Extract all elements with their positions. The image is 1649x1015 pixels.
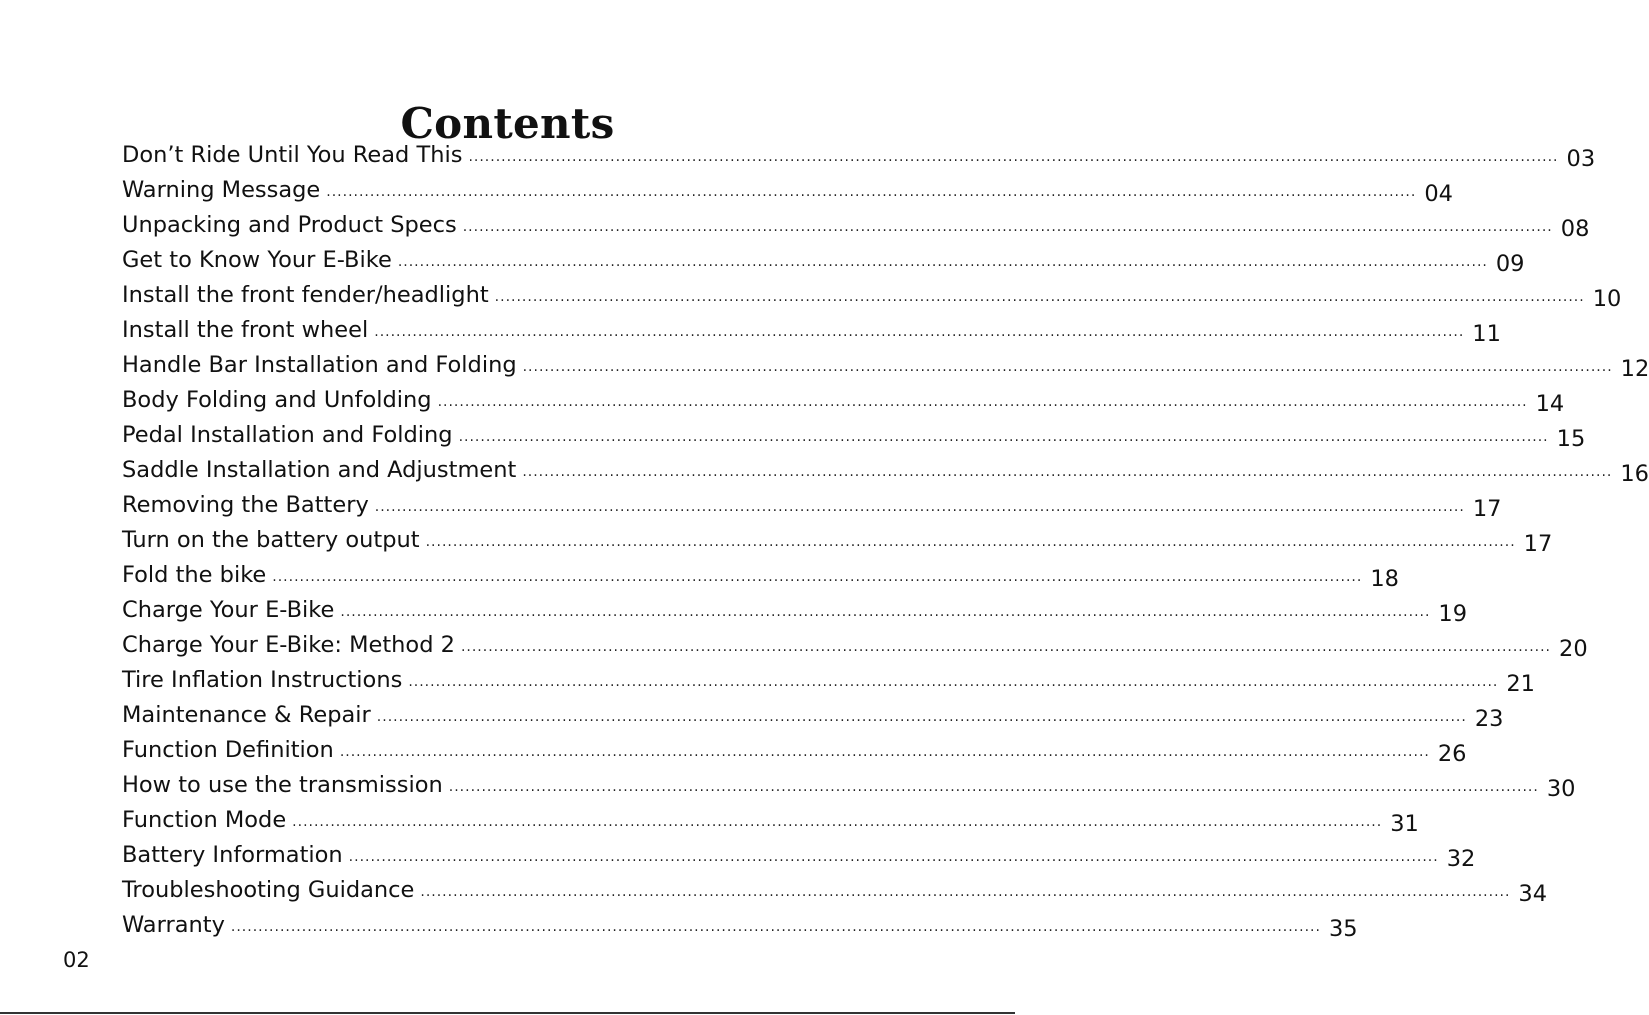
dot-leader: ........................................................................................................................................................................................................	[326, 184, 1417, 200]
dot-leader: ........................................................................................................................................................................................................	[494, 289, 1585, 305]
toc-entry-title: Saddle Installation and Adjustment	[122, 457, 517, 483]
toc-entry-title: Maintenance & Repair	[122, 702, 371, 728]
toc-entry-title: Turn on the battery output	[122, 527, 420, 553]
dot-leader: ........................................................................................................................................................................................................	[340, 604, 1431, 620]
toc-entry[interactable]	[122, 733, 1467, 768]
toc-entry-page: 20	[1559, 636, 1588, 662]
toc-entry-title: Don’t Ride Until You Read This	[122, 142, 463, 168]
toc-entry[interactable]	[122, 173, 1453, 208]
toc-entry[interactable]	[122, 803, 1419, 838]
toc-entry[interactable]	[122, 313, 1501, 348]
toc-entry-page: 08	[1560, 216, 1590, 242]
toc-entry-title: Warning Message	[122, 177, 321, 203]
toc-entry[interactable]	[122, 243, 1525, 278]
toc-entry-title: Charge Your E-Bike: Method 2	[122, 632, 455, 658]
toc-entry[interactable]	[122, 768, 1576, 803]
toc-entry-page: 23	[1474, 706, 1504, 732]
toc-entry-title: Troubleshooting Guidance	[122, 877, 415, 903]
dot-leader: ........................................................................................................................................................................................................	[292, 814, 1383, 830]
dot-leader: ........................................................................................................................................................................................................	[374, 324, 1465, 340]
toc-entry[interactable]	[122, 873, 1548, 908]
toc-entry-page: 17	[1472, 496, 1502, 522]
toc-entry-title: Function Mode	[122, 807, 287, 833]
toc-entry-page: 19	[1438, 601, 1468, 627]
dot-leader: ........................................................................................................................................................................................................	[397, 254, 1488, 270]
toc-entry-page: 34	[1518, 881, 1548, 907]
toc-entry-title: Removing the Battery	[122, 492, 369, 518]
toc-entry-title: How to use the transmission	[122, 772, 443, 798]
dot-leader: ........................................................................................................................................................................................................	[460, 639, 1551, 655]
page-number: 02	[63, 948, 90, 972]
dot-leader: ........................................................................................................................................................................................................	[437, 394, 1528, 410]
dot-leader: ........................................................................................................................................................................................................	[468, 149, 1559, 165]
toc-entry[interactable]	[122, 418, 1586, 453]
toc-entry-page: 10	[1592, 286, 1622, 312]
toc-entry-title: Fold the bike	[122, 562, 267, 588]
toc-entry-title: Install the front wheel	[122, 317, 369, 343]
toc-entry[interactable]	[122, 348, 1649, 383]
toc-entry-title: Charge Your E-Bike	[122, 597, 335, 623]
dot-leader: ........................................................................................................................................................................................................	[376, 709, 1467, 725]
page-title: Contents	[400, 99, 615, 149]
toc-entry[interactable]	[122, 663, 1535, 698]
dot-leader: ........................................................................................................................................................................................................	[420, 884, 1511, 900]
toc-entry[interactable]	[122, 523, 1553, 558]
toc-entry-title: Body Folding and Unfolding	[122, 387, 432, 413]
toc-entry-page: 04	[1424, 181, 1453, 207]
toc-entry-title: Install the front fender/headlight	[122, 282, 489, 308]
dot-leader: ........................................................................................................................................................................................................	[408, 674, 1499, 690]
toc-entry[interactable]	[122, 278, 1622, 313]
dot-leader: ........................................................................................................................................................................................................	[339, 744, 1430, 760]
toc-entry[interactable]	[122, 383, 1565, 418]
toc-entry[interactable]	[122, 838, 1476, 873]
toc-entry[interactable]	[122, 138, 1596, 173]
toc-entry-page: 12	[1620, 356, 1649, 382]
bottom-rule	[0, 1012, 1015, 1014]
toc-entry[interactable]	[122, 593, 1468, 628]
toc-entry-title: Pedal Installation and Folding	[122, 422, 453, 448]
toc-entry[interactable]	[122, 558, 1399, 593]
table-of-contents	[122, 138, 1649, 943]
dot-leader: ........................................................................................................................................................................................................	[462, 219, 1553, 235]
toc-entry-title: Battery Information	[122, 842, 343, 868]
dot-leader: ........................................................................................................................................................................................................	[272, 569, 1363, 585]
toc-entry-page: 30	[1546, 776, 1576, 802]
toc-entry-title: Warranty	[122, 912, 225, 938]
toc-entry-page: 18	[1370, 566, 1399, 592]
toc-entry[interactable]	[122, 698, 1504, 733]
dot-leader: ........................................................................................................................................................................................................	[425, 534, 1516, 550]
toc-entry-page: 35	[1328, 916, 1358, 942]
toc-entry-title: Get to Know Your E-Bike	[122, 247, 392, 273]
dot-leader: ........................................................................................................................................................................................................	[448, 779, 1539, 795]
toc-entry-title: Unpacking and Product Specs	[122, 212, 457, 238]
toc-entry-title: Handle Bar Installation and Folding	[122, 352, 517, 378]
toc-entry-page: 17	[1523, 531, 1553, 557]
toc-entry-page: 14	[1535, 391, 1565, 417]
toc-entry[interactable]	[122, 908, 1358, 943]
dot-leader: ........................................................................................................................................................................................................	[348, 849, 1439, 865]
toc-entry-page: 03	[1566, 146, 1596, 172]
dot-leader: ........................................................................................................................................................................................................	[522, 359, 1613, 375]
dot-leader: ........................................................................................................................................................................................................	[522, 464, 1613, 480]
dot-leader: ........................................................................................................................................................................................................	[230, 919, 1321, 935]
toc-entry-page: 09	[1495, 251, 1525, 277]
dot-leader: ........................................................................................................................................................................................................	[458, 429, 1549, 445]
toc-entry-page: 11	[1472, 321, 1501, 347]
toc-entry-title: Function Definition	[122, 737, 334, 763]
toc-entry[interactable]	[122, 208, 1590, 243]
toc-entry[interactable]	[122, 488, 1502, 523]
toc-entry-page: 15	[1556, 426, 1586, 452]
dot-leader: ........................................................................................................................................................................................................	[374, 499, 1465, 515]
toc-entry-page: 16	[1620, 461, 1649, 487]
toc-entry-page: 21	[1506, 671, 1535, 697]
toc-entry-page: 31	[1390, 811, 1419, 837]
toc-entry-page: 32	[1446, 846, 1476, 872]
toc-entry[interactable]	[122, 628, 1588, 663]
toc-entry-page: 26	[1437, 741, 1467, 767]
toc-entry-title: Tire Inflation Instructions	[122, 667, 403, 693]
toc-entry[interactable]	[122, 453, 1649, 488]
